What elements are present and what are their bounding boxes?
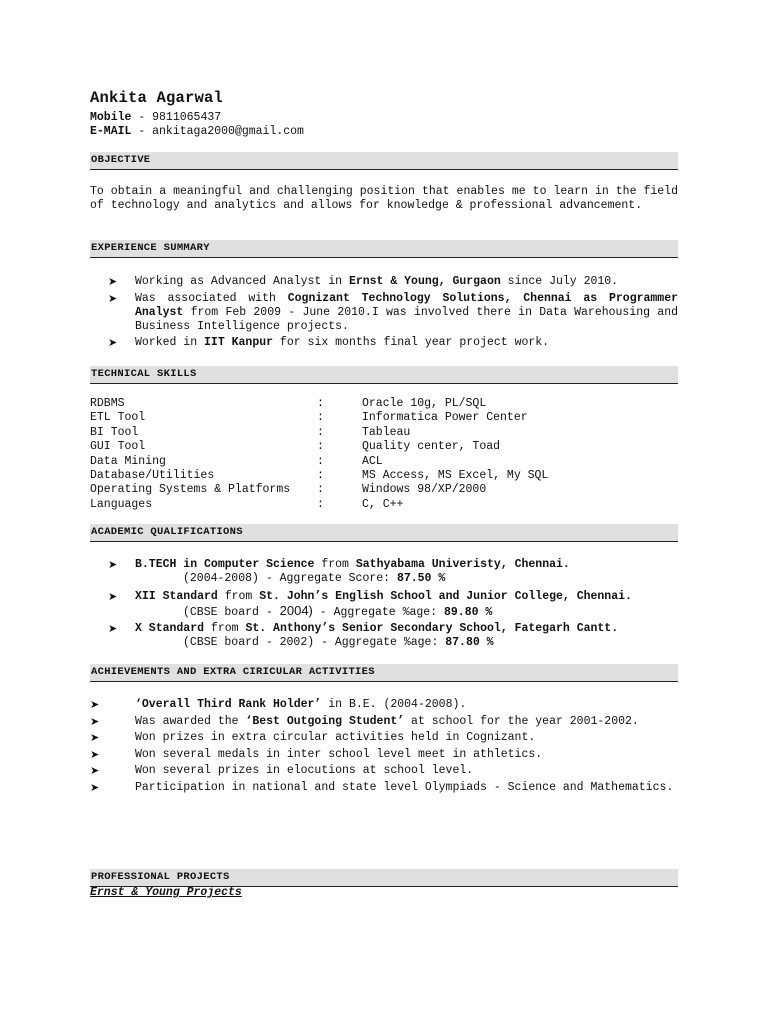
arrow-bullet-icon: ➤ — [108, 558, 118, 571]
experience-item — [108, 275, 678, 289]
experience-heading-text: EXPERIENCE SUMMARY — [91, 242, 210, 254]
institution-name: Sathyabama Univeristy, Chennai. — [355, 558, 570, 571]
skill-row — [90, 455, 548, 469]
score-value: 87.50 % — [396, 572, 446, 585]
experience-heading — [90, 240, 678, 258]
skill-value: Windows 98/XP/2000 — [362, 483, 487, 497]
arrow-bullet-icon: ➤ — [90, 780, 100, 794]
skill-separator: : — [317, 483, 324, 497]
achievement-text: Participation in national and state level Olympiads - Science and Mathematics. — [135, 780, 674, 794]
skill-value: Tableau — [362, 425, 411, 439]
score-label: - Aggregate %age: — [312, 606, 444, 619]
skill-value: Quality center, Toad — [362, 440, 501, 454]
achievement-text: Won several medals in inter school level meet in athletics. — [135, 747, 543, 761]
experience-text: from Feb 2009 - June 2010.I was involved there in Data Warehousing and Business Intelligence projects. — [135, 305, 678, 333]
academic-detail — [108, 604, 678, 620]
achievement-bold: ‘Best Outgoing Student’ — [245, 714, 405, 728]
academic-detail — [108, 572, 678, 586]
academic-item — [108, 622, 678, 650]
objective-text: To obtain a meaningful and challenging position that enables me to learn in the field of technology and analytics and allows for knowledge & professional advancement. — [90, 185, 678, 213]
achievement-item — [90, 763, 730, 780]
skill-row — [90, 397, 548, 411]
experience-bold: IIT Kanpur — [204, 336, 274, 350]
score-value: 89.80 % — [444, 606, 493, 619]
from-text: from — [314, 558, 356, 571]
skills-heading-text: TECHNICAL SKILLS — [91, 368, 197, 380]
arrow-bullet-icon: ➤ — [90, 731, 100, 744]
from-text: from — [204, 622, 246, 635]
email-label: E-MAIL — [90, 125, 132, 138]
score-label: - Aggregate Score: — [258, 572, 397, 585]
experience-item — [108, 292, 678, 334]
experience-bold: Ernst & Young, Gurgaon — [348, 275, 501, 288]
achievement-item — [90, 747, 730, 764]
projects-subheading: Ernst & Young Projects — [90, 886, 242, 899]
skill-label: Languages — [90, 497, 153, 511]
skill-separator: : — [317, 411, 324, 425]
skill-row — [90, 411, 548, 425]
score-value: 87.80 % — [445, 636, 494, 649]
skill-value: MS Access, MS Excel, My SQL — [362, 469, 549, 483]
academics-heading — [90, 524, 678, 542]
academic-item — [108, 590, 678, 620]
academic-period: (2004-2008) — [183, 572, 259, 585]
skills-table — [90, 397, 548, 512]
arrow-bullet-icon: ➤ — [108, 336, 118, 350]
achievement-item — [90, 714, 730, 731]
skill-label: GUI Tool — [90, 440, 146, 454]
skill-row — [90, 498, 548, 512]
arrow-bullet-icon: ➤ — [90, 747, 100, 761]
skill-label: Data Mining — [90, 454, 166, 468]
achievement-item — [90, 697, 730, 714]
arrow-bullet-icon: ➤ — [90, 714, 100, 728]
achievement-text: Won prizes in extra circular activities held in Cognizant. — [135, 731, 536, 744]
skill-label: Operating Systems & Platforms — [90, 483, 291, 497]
academic-year: 2004) — [279, 603, 313, 618]
skill-label: BI Tool — [90, 425, 139, 439]
academic-period: (CBSE board - 2002) — [183, 636, 315, 649]
achievement-item — [90, 780, 730, 797]
candidate-name: Ankita Agarwal — [90, 89, 224, 107]
skill-separator: : — [317, 440, 324, 454]
experience-list — [108, 275, 678, 353]
skill-value: Informatica Power Center — [362, 411, 528, 425]
mobile-value: - 9811065437 — [138, 111, 222, 124]
skill-row — [90, 426, 548, 440]
degree-name: X Standard — [135, 622, 205, 635]
email-line — [90, 125, 304, 138]
experience-text: since July 2010. — [500, 275, 619, 288]
academic-item — [108, 558, 678, 586]
achievements-list — [90, 697, 730, 796]
degree-name: XII Standard — [135, 590, 218, 603]
skill-row — [90, 440, 548, 454]
academic-period: (CBSE board - — [183, 606, 280, 619]
arrow-bullet-icon: ➤ — [108, 622, 118, 635]
experience-bold: Cognizant Technology Solutions, Chennai as Programmer Analyst — [135, 291, 678, 319]
email-value: - ankitaga2000@gmail.com — [138, 125, 304, 138]
academic-title — [108, 558, 678, 572]
experience-text: Worked in — [135, 336, 205, 350]
achievement-text: at school for the year 2001-2002. — [404, 714, 639, 728]
institution-name: St. John’s English School and Junior College, Chennai. — [259, 590, 632, 603]
arrow-bullet-icon: ➤ — [90, 698, 100, 711]
skill-value: C, C++ — [362, 497, 404, 511]
skill-row — [90, 469, 548, 483]
experience-text: for six months final year project work. — [273, 336, 550, 350]
mobile-line — [90, 111, 221, 124]
arrow-bullet-icon: ➤ — [108, 291, 118, 305]
skill-label: RDBMS — [90, 397, 125, 410]
objective-heading — [90, 152, 678, 170]
objective-heading-text: OBJECTIVE — [91, 154, 151, 166]
mobile-label: Mobile — [90, 111, 132, 124]
skill-separator: : — [317, 397, 324, 410]
skill-separator: : — [317, 425, 324, 439]
skills-heading — [90, 366, 678, 384]
score-label: - Aggregate %age: — [314, 636, 446, 649]
skill-separator: : — [317, 497, 324, 511]
skill-label: Database/Utilities — [90, 469, 215, 483]
experience-text: Was associated with — [135, 291, 288, 305]
experience-text: Working as Advanced Analyst in — [135, 275, 349, 288]
academic-title — [108, 590, 678, 604]
projects-heading — [90, 869, 678, 887]
skill-row — [90, 483, 548, 497]
arrow-bullet-icon: ➤ — [90, 764, 100, 777]
skill-value: Oracle 10g, PL/SQL — [362, 397, 487, 410]
arrow-bullet-icon: ➤ — [108, 275, 118, 288]
degree-name: B.TECH in Computer Science — [135, 558, 315, 571]
achievement-bold: ‘Overall Third Rank Holder’ — [135, 698, 322, 711]
achievement-item — [90, 730, 730, 747]
projects-heading-text: PROFESSIONAL PROJECTS — [91, 871, 230, 883]
arrow-bullet-icon: ➤ — [108, 590, 118, 603]
academics-heading-text: ACADEMIC QUALIFICATIONS — [91, 526, 243, 538]
skill-separator: : — [317, 454, 324, 468]
skill-separator: : — [317, 469, 324, 483]
skill-label: ETL Tool — [90, 411, 146, 425]
achievement-text: in B.E. (2004-2008). — [321, 698, 467, 711]
institution-name: St. Anthony’s Senior Secondary School, Fategarh Cantt. — [245, 622, 619, 635]
academic-detail — [108, 636, 678, 650]
achievement-text: Was awarded the — [135, 714, 246, 728]
achievements-heading-text: ACHIEVEMENTS AND EXTRA CIRICULAR ACTIVITIES — [91, 666, 375, 678]
experience-item — [108, 336, 678, 350]
skill-value: ACL — [362, 454, 383, 468]
academic-title — [108, 622, 678, 636]
achievement-text: Won several prizes in elocutions at school level. — [135, 764, 474, 777]
from-text: from — [217, 590, 260, 603]
achievements-heading — [90, 664, 678, 682]
